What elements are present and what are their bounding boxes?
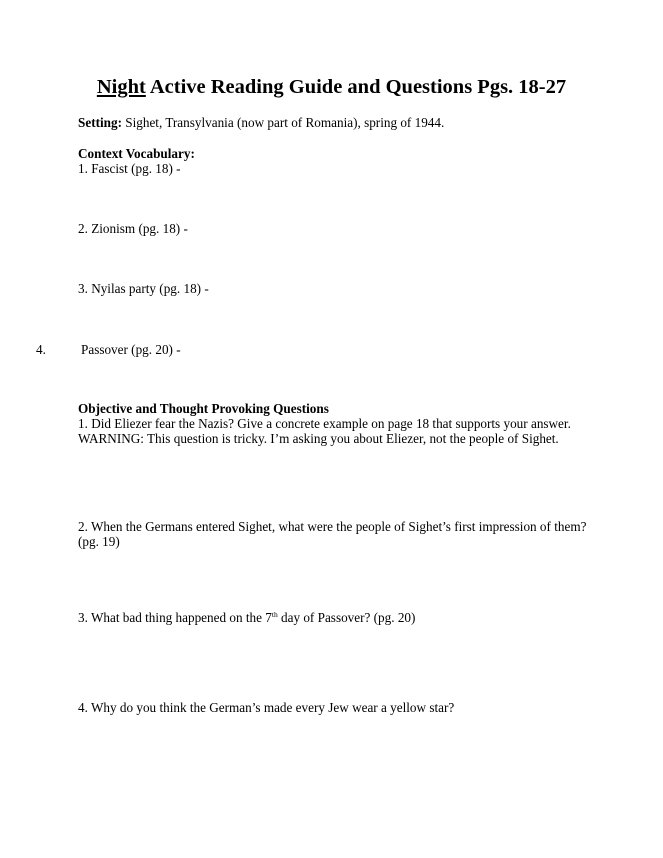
question-3 bbox=[78, 610, 415, 626]
question-2-line-2: (pg. 19) bbox=[78, 534, 120, 549]
question-2-line-1: 2. When the Germans entered Sighet, what were the people of Sighet’s first impression of them? bbox=[78, 519, 587, 534]
vocab-item-nyilas: 3. Nyilas party (pg. 18) - bbox=[78, 281, 209, 296]
question-1-line-1: 1. Did Eliezer fear the Nazis? Give a concrete example on page 18 that supports your answer. bbox=[78, 416, 571, 431]
vocab-item-fascist: 1. Fascist (pg. 18) - bbox=[78, 161, 181, 176]
question-3-ordinal: th bbox=[271, 610, 278, 619]
book-title: Night bbox=[96, 76, 146, 98]
questions-heading: Objective and Thought Provoking Questions bbox=[78, 401, 329, 416]
vocab-item-4-number: 4. bbox=[36, 342, 46, 357]
question-4: 4. Why do you think the German’s made every Jew wear a yellow star? bbox=[78, 700, 455, 715]
setting-text: Sighet, Transylvania (now part of Romania), spring of 1944. bbox=[121, 115, 445, 130]
setting-label: Setting: bbox=[78, 115, 122, 130]
setting-line bbox=[78, 115, 444, 131]
page-title bbox=[0, 76, 663, 99]
question-3-text: 3. What bad thing happened on the 7 bbox=[78, 610, 272, 625]
vocabulary-heading: Context Vocabulary: bbox=[78, 146, 195, 161]
vocab-item-zionism: 2. Zionism (pg. 18) - bbox=[78, 221, 188, 236]
vocab-item-passover: Passover (pg. 20) - bbox=[81, 342, 181, 357]
question-1-line-2: WARNING: This question is tricky. I’m asking you about Eliezer, not the people of Sighet. bbox=[78, 431, 559, 446]
question-3-text-end: day of Passover? (pg. 20) bbox=[277, 610, 416, 625]
title-rest: Active Reading Guide and Questions Pgs. 18-27 bbox=[145, 76, 567, 98]
